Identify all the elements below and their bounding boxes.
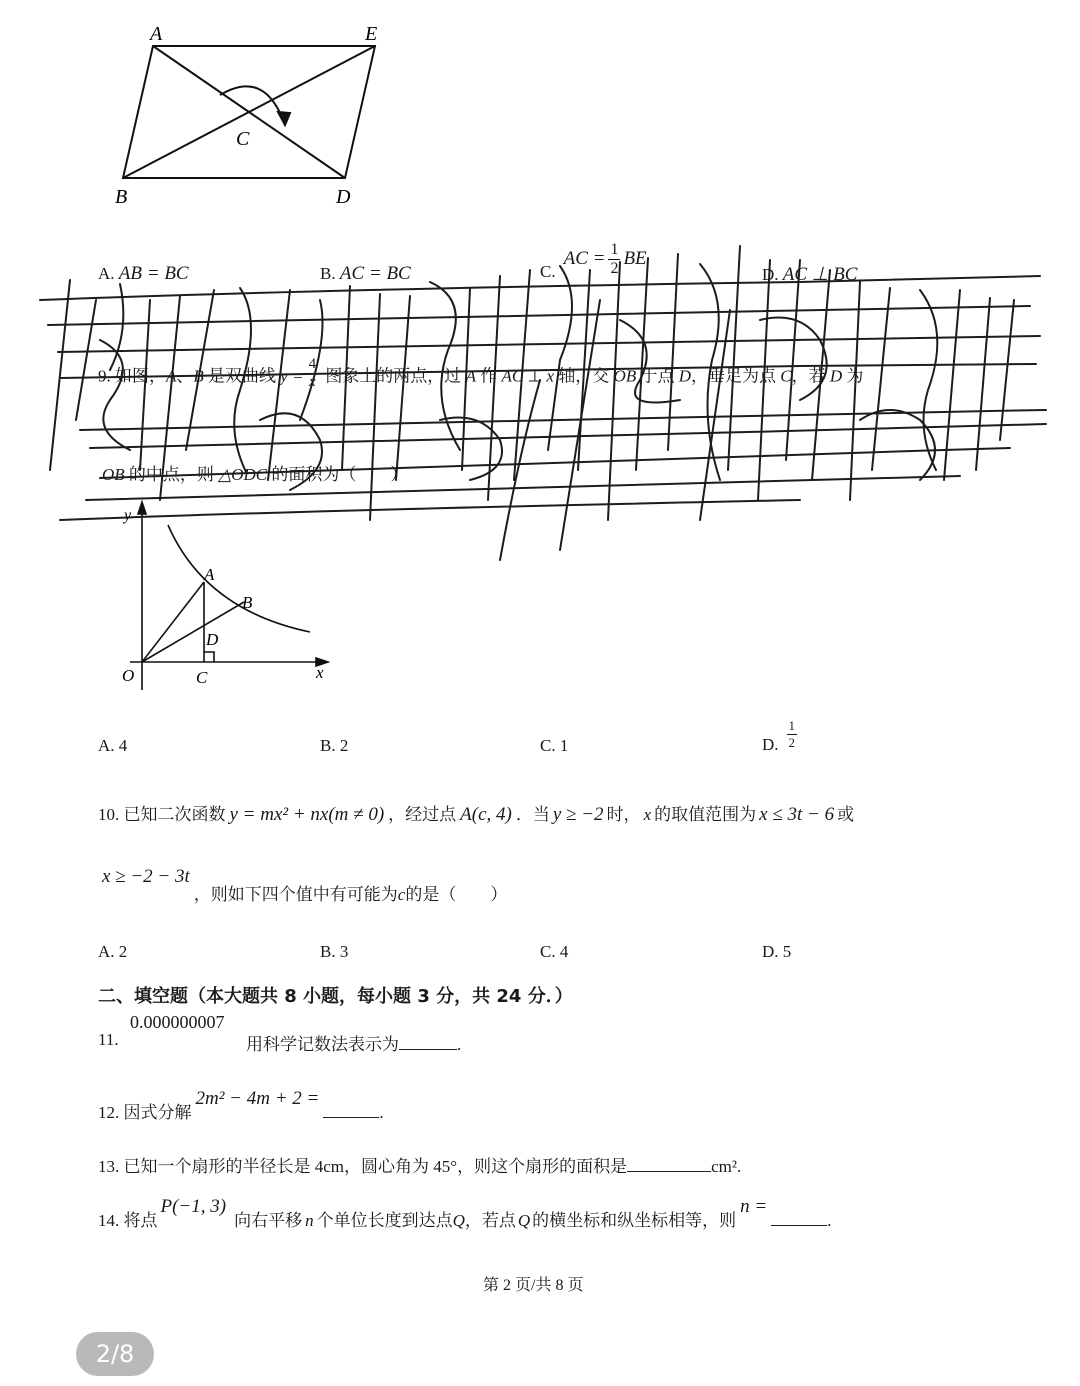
- section2-heading: 二、填空题（本大题共 8 小题，每小题 3 分，共 24 分．）: [98, 986, 573, 1007]
- q11-text: 用科学记数法表示为 .: [246, 1035, 462, 1054]
- fig2-label-y: y: [124, 507, 132, 524]
- fraction-4-over-x: $\frac{4}{x}$: [306, 356, 320, 391]
- q9-option-d: D. 1 2: [762, 718, 796, 754]
- q8-option-a: A. AB = BC: [98, 263, 189, 284]
- page-indicator[interactable]: 2/8: [76, 1332, 154, 1376]
- q10-stem-line2: x ≥ −2 − 3t，则如下四个值中有可能为c的是（ ）: [102, 866, 508, 904]
- fig2-label-a: A: [204, 565, 215, 584]
- q12-answer-blank[interactable]: [323, 1101, 379, 1118]
- q10-option-b: B. 3: [320, 942, 349, 961]
- q8-option-d: D. AC ⊥ BC: [762, 264, 858, 285]
- fig2-label-x: x: [316, 663, 324, 682]
- q12: 12. 因式分解2m² − 4m + 2 =.: [98, 1088, 384, 1122]
- label-e: E: [365, 23, 378, 45]
- q13: 13. 已知一个扇形的半径长是 4cm，圆心角为 45°，则这个扇形的面积是 cm².: [98, 1157, 742, 1176]
- q10-option-c: C. 4: [540, 942, 569, 961]
- parallelogram-figure: [100, 20, 410, 215]
- fraction-half: $\frac{1}{2}$: [610, 240, 619, 277]
- q9-stem-line2: OB 的中点，则 △ODC 的面积为（ ）: [102, 465, 408, 484]
- q8-option-c: C. AC = $\frac{1}{2}$ BE: [540, 240, 647, 281]
- fig2-label-c: C: [196, 668, 208, 687]
- fig2-label-o: O: [122, 666, 135, 685]
- q11-answer-blank[interactable]: [399, 1033, 457, 1050]
- q8-option-b: B. AC = BC: [320, 263, 411, 284]
- page-footer: 第 2 页/共 8 页: [483, 1277, 584, 1294]
- q9-option-b: B. 2: [320, 736, 349, 755]
- q10-stem-line1: 10. 已知二次函数 y = mx² + nx(m ≠ 0) ，经过点 A(c, 4) ．当 y ≥ −2 时， x 的取值范围为 x ≤ 3t − 6 或: [98, 804, 855, 825]
- label-d: D: [336, 186, 351, 208]
- q11-value: 0.000000007: [130, 1012, 225, 1032]
- q9-option-c: C. 1: [540, 736, 569, 755]
- q13-answer-blank[interactable]: [627, 1155, 711, 1172]
- q10-option-d: D. 5: [762, 942, 792, 961]
- fig2-label-d: D: [206, 630, 219, 649]
- q14: 14. 将点P(−1, 3)向右平移 n 个单位长度到达点Q，若点 Q 的横坐标和纵坐标相等，则n =.: [98, 1196, 832, 1230]
- label-a: A: [150, 23, 163, 45]
- hyperbola-figure: [110, 500, 340, 695]
- label-c: C: [236, 128, 250, 150]
- q10-option-a: A. 2: [98, 942, 128, 961]
- fig2-label-b: B: [242, 593, 253, 612]
- label-b: B: [115, 186, 128, 208]
- q9-stem-line1: 9. 如图，A、B 是双曲线 y = $\frac{4}{x}$ 图象上的两点，过 A 作 AC ⊥ x 轴，交 OB 于点 D，垂足为点 C，若 D 为: [98, 356, 864, 390]
- fraction-half-d: 1 2: [788, 718, 796, 750]
- q14-answer-blank[interactable]: [771, 1209, 827, 1226]
- q9-option-a: A. 4: [98, 736, 128, 755]
